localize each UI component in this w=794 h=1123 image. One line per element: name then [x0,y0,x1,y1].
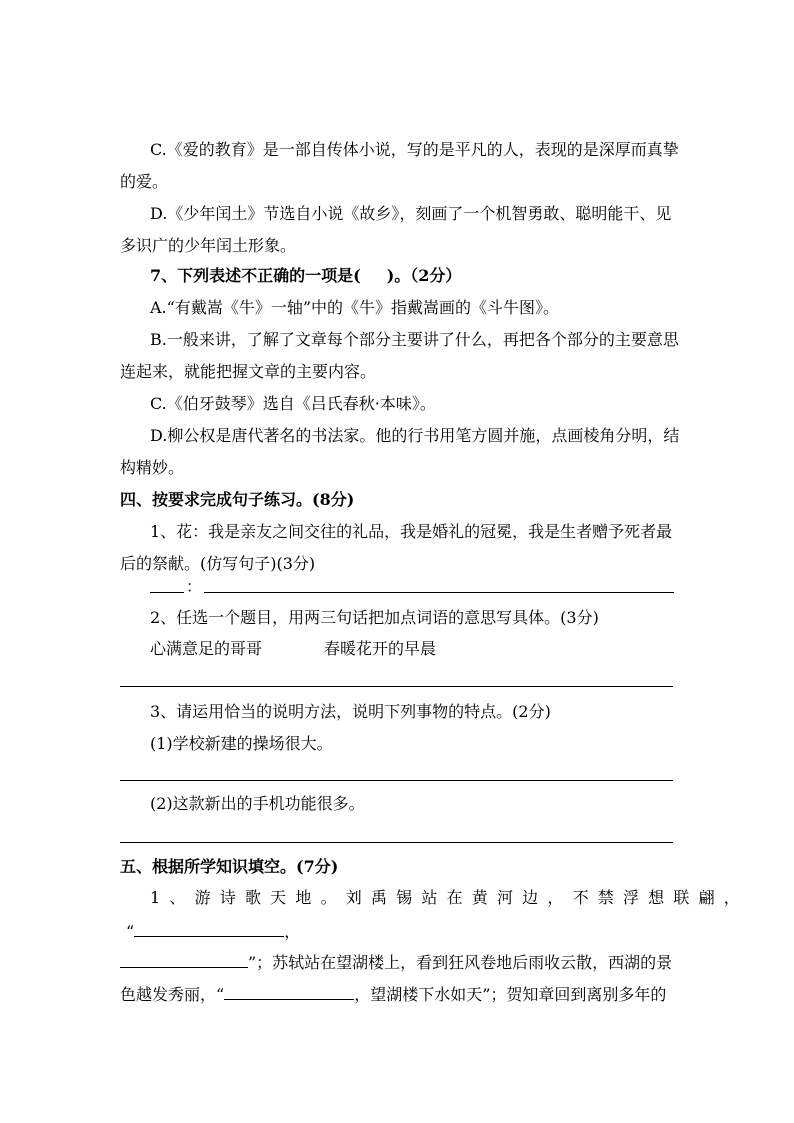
section4-q2: 2、任选一个题目，用两三句话把加点词语的意思写具体。(3分) [150,608,599,627]
section4-q1-answer-blank-long[interactable] [204,592,674,593]
section5-q1-blank-2[interactable] [120,951,248,968]
section5-q1-line2 [126,920,300,940]
q6-option-c-line2: 的爱。 [120,172,169,191]
section4-q2-answer-line[interactable] [120,686,673,687]
q7-option-d-line1: D.柳公权是唐代著名的书法家。他的行书用笔方圆并施，点画棱角分明，结 [150,426,680,445]
section4-q1-line2: 后的祭献。(仿写句子)(3分) [120,554,316,573]
section4-q2-option-2: 春暖花开的早晨 [324,639,437,658]
section5-q1-line3-text: ”；苏轼站在望湖楼上，看到狂风卷地后雨收云散，西湖的景 [248,953,673,972]
section5-title: 五、根据所学知识填空。(7分) [120,857,339,876]
section5-q1-line4-before: 色越发秀丽，“ [120,985,225,1004]
q7-option-d-line2: 构精妙。 [120,458,185,477]
q7-stem-after: )。（2分） [386,266,462,285]
open-quote: “ [126,922,135,941]
section4-q1-line1: 1、花：我是亲友之间交往的礼品，我是婚礼的冠冕，我是生者赠予死者最 [150,522,673,541]
section4-q3-item1-answer-line[interactable] [120,780,673,781]
section4-q1-answer-blank-short[interactable] [150,592,184,593]
q6-option-d-line2: 多识广的少年闰土形象。 [120,236,297,255]
section4-q3-item2-answer-line[interactable] [120,842,673,843]
q7-option-b-line2: 连起来，就能把握文章的主要内容。 [120,362,377,381]
section5-q1-blank-3[interactable] [224,983,354,1000]
q7-option-a: A.“有戴嵩《牛》一轴”中的《牛》指戴嵩画的《斗牛图》。 [150,298,560,317]
section4-title: 四、按要求完成句子练习。(8分) [120,490,355,509]
section5-q1-blank-1[interactable] [134,920,284,937]
section5-q1-line4-after: ，望湖楼下水如天”；贺知章回到离别多年的 [354,985,667,1004]
section4-q3-item-1: (1)学校新建的操场很大。 [150,734,333,753]
section5-q1-line4 [120,983,666,1003]
q7-option-c: C.《伯牙鼓琴》选自《吕氏春秋·本味》。 [150,394,436,413]
q7-option-b-line1: B.一般来讲，了解了文章每个部分主要讲了什么，再把各个部分的主要意思 [150,330,679,349]
section4-q3: 3、请运用恰当的说明方法，说明下列事物的特点。(2分) [150,702,551,721]
q7-stem [150,266,461,286]
q6-option-c-line1: C.《爱的教育》是一部自传体小说，写的是平凡的人，表现的是深厚而真挚 [150,140,679,159]
section4-q2-option-1: 心满意足的哥哥 [150,639,263,658]
q7-stem-before: 7、下列表述不正确的一项是( [150,266,361,285]
comma: ， [284,922,301,941]
section4-q3-item-2: (2)这款新出的手机功能很多。 [150,794,365,813]
q6-option-d-line1: D.《少年闰土》节选自小说《故乡》，刻画了一个机智勇敢、聪明能干、见 [150,204,672,223]
section5-q1-line3 [120,951,672,971]
section5-q1-line1: 1、游诗歌天地。刘禹锡站在黄河边，不禁浮想联翩， [150,888,749,907]
section4-q1-colon: ： [186,577,203,596]
